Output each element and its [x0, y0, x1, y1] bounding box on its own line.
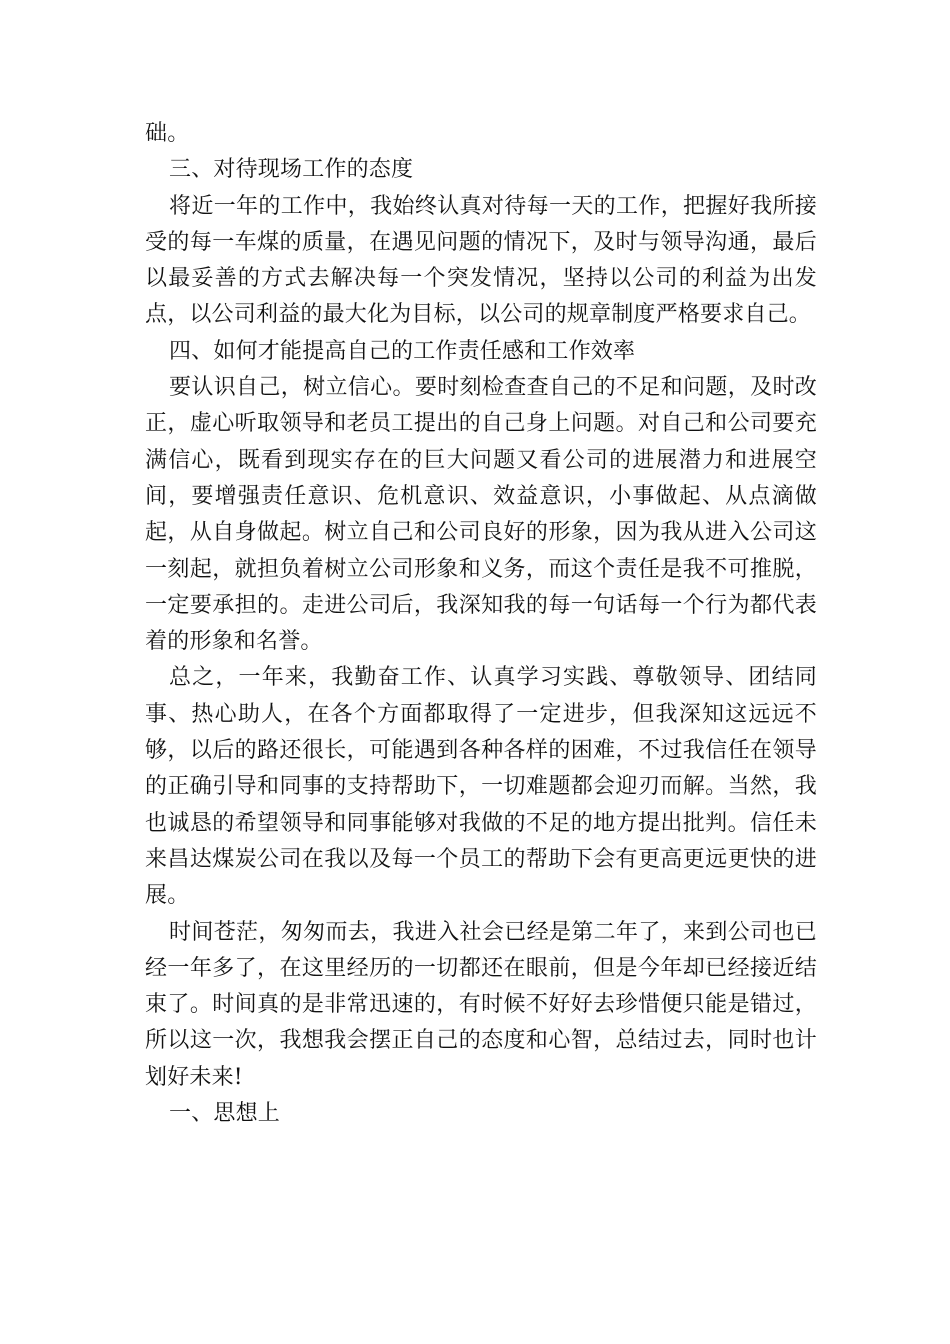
- paragraph-summary: 总之，一年来，我勤奋工作、认真学习实践、尊敬领导、团结同事、热心助人，在各个方面都取得了一定进步，但我深知这远远不够，以后的路还很长，可能遇到各种各样的困难，不过我信任在领导的正确引导和同事的支持帮助下，一切难题都会迎刃而解。当然，我也诚恳的希望领导和同事能够对我做的不足的地方提出批判。信任未来昌达煤炭公司在我以及每一个员工的帮助下会有更高更远更快的进展。: [145, 665, 817, 909]
- paragraph-continuation: 础。: [145, 121, 190, 146]
- section-heading-responsibility: 四、如何才能提高自己的工作责任感和工作效率: [169, 338, 636, 364]
- document-body: [145, 116, 817, 1132]
- section-heading-attitude: 三、对待现场工作的态度: [169, 157, 414, 183]
- paragraph-responsibility: 要认识自己，树立信心。要时刻检查查自己的不足和问题，及时改正，虚心听取领导和老员工提出的自己身上问题。对自己和公司要充满信心，既看到现实存在的巨大问题又看公司的进展潜力和进展空间，要增强责任意识、危机意识、效益意识，小事做起、从点滴做起，从自身做起。树立自己和公司良好的形象，因为我从进入公司这一刻起，就担负着树立公司形象和义务，而这个责任是我不可推脱，一定要承担的。走进公司后，我深知我的每一句话每一个行为都代表着的形象和名誉。: [145, 375, 817, 655]
- paragraph-attitude: 将近一年的工作中，我始终认真对待每一天的工作，把握好我所接受的每一车煤的质量，在遇见问题的情况下，及时与领导沟通，最后以最妥善的方式去解决每一个突发情况，坚持以公司的利益为出发点，以公司利益的最大化为目标，以公司的规章制度严格要求自己。: [145, 193, 817, 328]
- section-heading-thought: 一、思想上: [169, 1101, 281, 1127]
- paragraph-time: 时间苍茫，匆匆而去，我进入社会已经是第二年了，来到公司也已经一年多了，在这里经历的一切都还在眼前，但是今年却已经接近结束了。时间真的是非常迅速的，有时候不好好去珍惜便只能是错过，所以这一次，我想我会摆正自己的态度和心智，总结过去，同时也计划好未来!: [145, 919, 817, 1090]
